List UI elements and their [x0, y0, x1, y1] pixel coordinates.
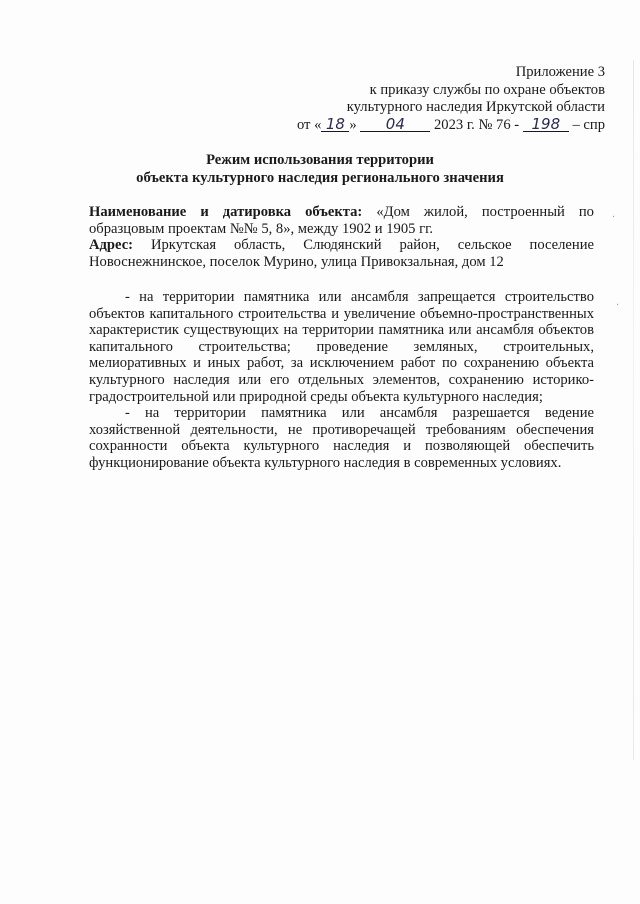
handwritten-month: 04 — [360, 117, 430, 132]
object-name — [89, 204, 594, 237]
appendix-header — [265, 64, 605, 134]
appendix-date-line — [265, 114, 605, 135]
regime-paragraphs — [89, 289, 594, 472]
appendix-order-ref: к приказу службы по охране объектов — [369, 81, 605, 98]
scan-speck: · — [616, 300, 620, 311]
title-line-1: Режим использования территории — [206, 152, 434, 168]
order-suffix: – спр — [572, 116, 605, 133]
handwritten-order-number: 198 — [523, 117, 569, 132]
title-line-2: объекта культурного наследия регионального значения — [136, 169, 504, 186]
handwritten-day: 18 — [321, 117, 349, 132]
object-name-value: «Дом жилой, построенный по образцовым проектам №№ 5, 8», между 1902 и 1905 гг. — [89, 204, 594, 237]
date-year-number: 2023 г. № 76 - — [434, 116, 520, 133]
object-name-label: Наименование и датировка объекта: — [89, 204, 363, 220]
appendix-number: Приложение 3 — [515, 64, 605, 80]
object-address — [89, 237, 594, 270]
object-address-value: Иркутская область, Слюдянский район, сельское поселение Новоснежнинское, поселок Мурино, улица Привокзальная, дом 12 — [89, 237, 594, 270]
scan-speck: · — [612, 212, 616, 223]
object-info — [89, 204, 594, 270]
regime-permissions: - на территории памятника или ансамбля разрешается ведение хозяйственной деятельности, не противоречащей требованиям обеспечения сохранности объекта культурного наследия и позволяющей обеспечить функционирование объекта культурного наследия в современных условиях. — [89, 405, 594, 471]
regime-prohibitions: - на территории памятника или ансамбля запрещается строительство объектов капитального строительства и увеличение объемно-пространственных характеристик существующих на территории памятника или ансамбля объектов капитального строительства; проведение земляных, строительных, мелиоративных и иных работ, за исключением работ по сохранению объекта культурного наследия или его отдельных элементов, сохранению историко-градостроительной или природной среды объекта культурного наследия; — [89, 289, 594, 405]
document-title — [0, 152, 640, 187]
date-separator: » — [349, 116, 357, 133]
object-address-label: Адрес: — [89, 237, 134, 254]
date-prefix: от « — [296, 116, 322, 133]
appendix-authority: культурного наследия Иркутской области — [346, 99, 605, 115]
